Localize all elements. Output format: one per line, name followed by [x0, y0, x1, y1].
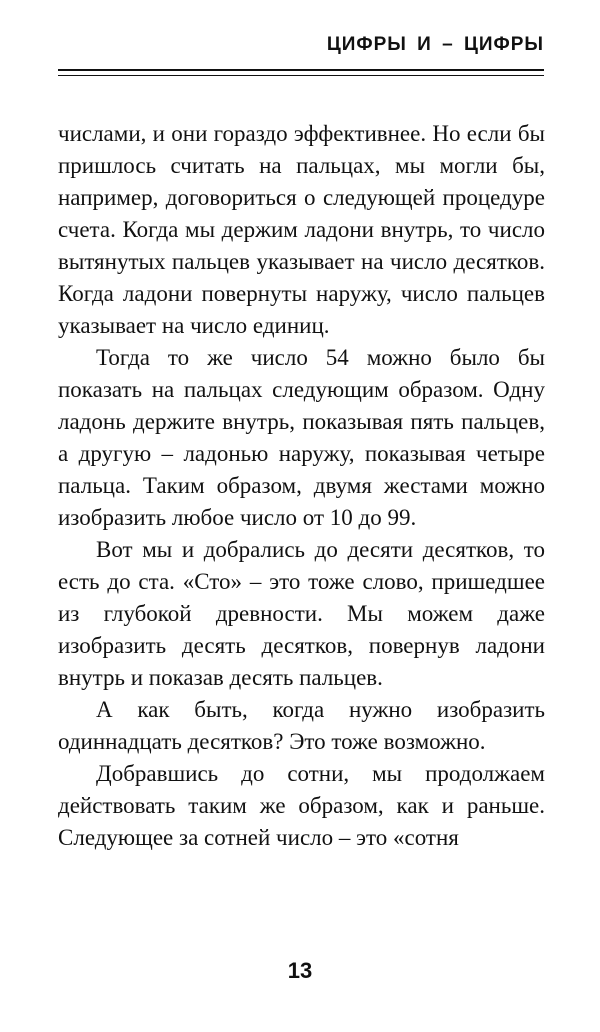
paragraph-3: Вот мы и добрались до десяти десятков, то есть до ста. «Сто» – это тоже слово, пришедшее из глубокой древности. Мы можем даже изобразить десять десятков, повернув ладони внутрь и показав десять пальцев. [58, 537, 545, 690]
page-body [58, 118, 545, 854]
header-rule-thin [58, 75, 544, 76]
paragraph-4: А как быть, когда нужно изобразить одиннадцать десятков? Это тоже возможно. [58, 697, 545, 754]
header-rule-thick [58, 69, 544, 71]
paragraph-2: Тогда то же число 54 можно было бы показать на пальцах следующим образом. Одну ладонь держите внутрь, показывая пять пальцев, а другую – ладонью наружу, показывая четыре пальца. Таким образом, двумя жестами можно изобразить любое число от 10 до 99. [58, 345, 545, 530]
page-number: 13 [287, 958, 313, 983]
paragraph-1: числами, и они гораздо эффективнее. Но если бы пришлось считать на пальцах, мы могли бы, например, договориться о следующей процедуре счета. Когда мы держим ладони внутрь, то число вытянутых пальцев указывает на число десятков. Когда ладони повернуты наружу, число пальцев указывает на число единиц. [58, 121, 545, 338]
paragraph-5: Добравшись до сотни, мы продолжаем действовать таким же образом, как и раньше. Следующее за сотней число – это «сотня [58, 761, 545, 850]
running-head-title: ЦИФРЫ И – ЦИФРЫ [326, 34, 544, 55]
